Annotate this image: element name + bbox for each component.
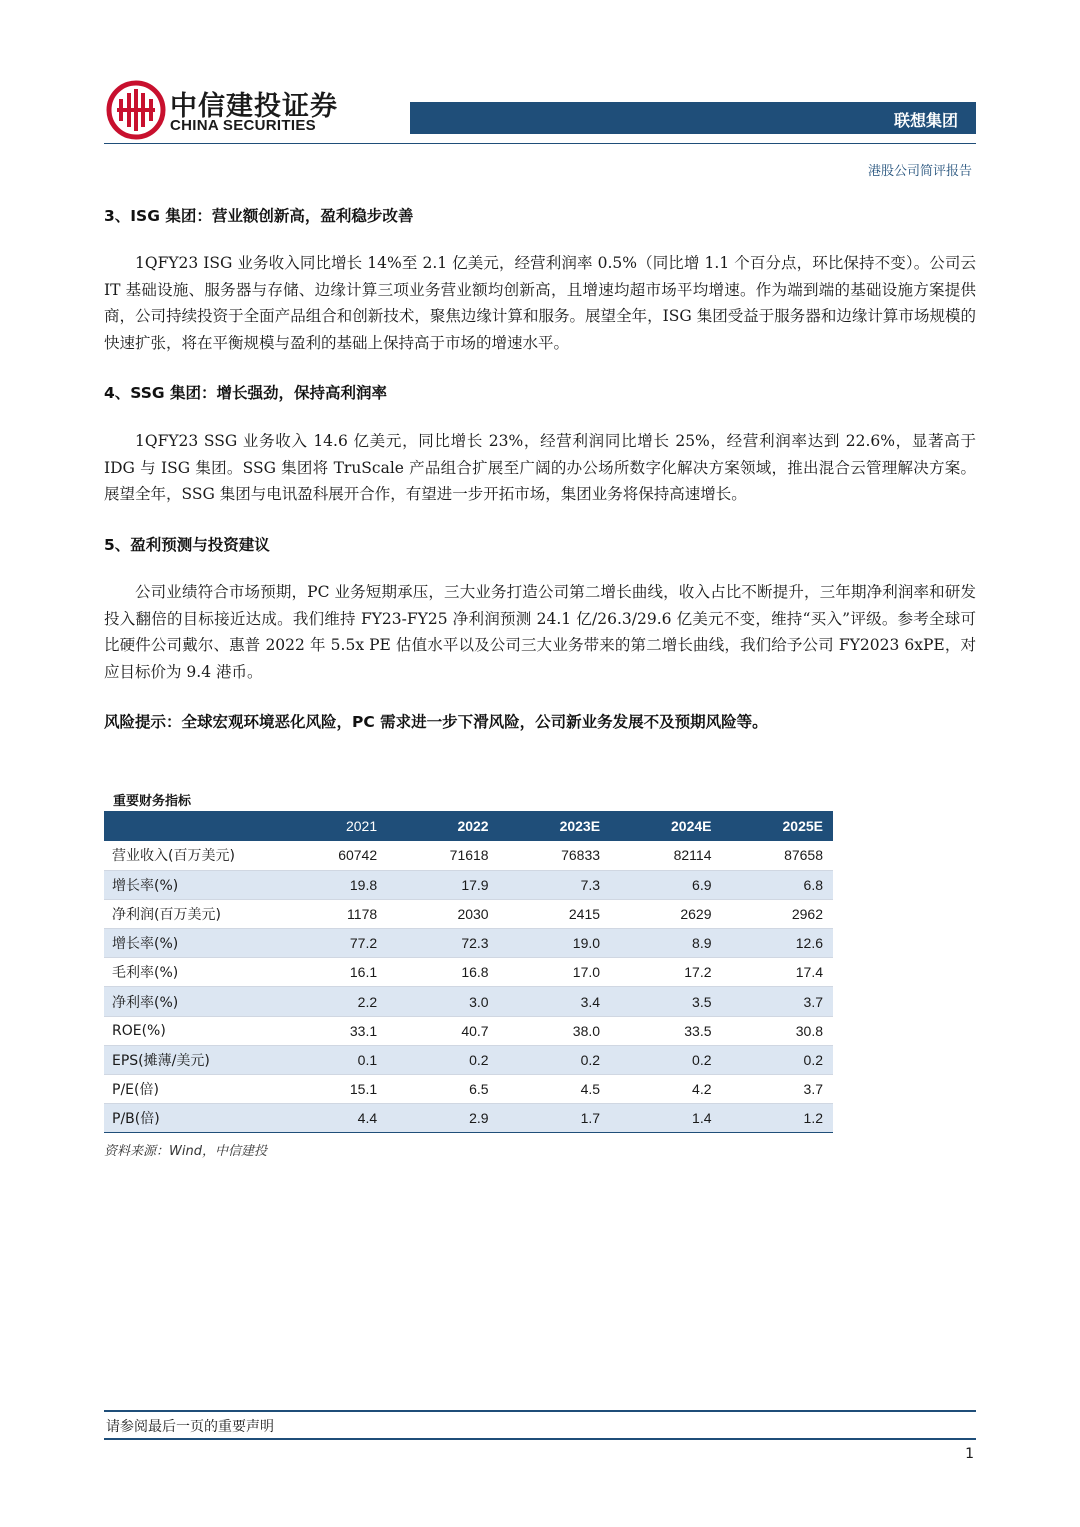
table-source: 资料来源：Wind，中信建投 <box>104 1144 267 1159</box>
table-cell: 38.0 <box>499 1016 610 1045</box>
table-header-cell: 2023E <box>499 811 610 841</box>
table-cell: 6.5 <box>387 1075 498 1104</box>
table-header-row <box>104 811 833 841</box>
table-row <box>104 987 833 1016</box>
table-cell: 0.1 <box>305 1045 387 1074</box>
table-cell: 7.3 <box>499 870 610 899</box>
row-label: P/E(倍) <box>104 1075 305 1104</box>
section-paragraph-isg: 1QFY23 ISG 业务收入同比增长 14%至 2.1 亿美元，经营利润率 0.5%（同比增 1.1 个百分点，环比保持不变）。公司云 IT 基础设施、服务器与存储、边缘计算三项业务营业额均创新高，且增速均超市场平均增速。作为端到端的基础设施方案提供商，公司持续投资于全面产品组合和创新技术，聚焦边缘计算和服务。展望全年，ISG 集团受益于服务器和边缘计算市场规模的快速扩张，将在平衡规模与盈利的基础上保持高于市场的增速水平。 <box>104 254 976 352</box>
table-cell: 4.4 <box>305 1104 387 1133</box>
table-row <box>104 1045 833 1074</box>
table-cell: 3.7 <box>722 987 834 1016</box>
table-cell: 2415 <box>499 899 610 928</box>
row-label: 毛利率(%) <box>104 958 305 987</box>
section-paragraph-forecast: 公司业绩符合市场预期，PC 业务短期承压，三大业务打造公司第二增长曲线，收入占比不断提升，三年期净利润率和研发投入翻倍的目标接近达成。我们维持 FY23-FY25 净利润预测 24.1 亿/26.3/29.6 亿美元不变，维持“买入”评级。参考全球可比硬件公司戴尔、惠普 2022 年 5.5x PE 估值水平以及公司三大业务带来的第二增长曲线，我们给予公司 FY2023 6xPE，对应目标价为 9.4 港币。 <box>104 583 976 681</box>
table-cell: 4.5 <box>499 1075 610 1104</box>
row-label: ROE(%) <box>104 1016 305 1045</box>
table-cell: 12.6 <box>722 929 834 958</box>
table-cell: 33.5 <box>610 1016 721 1045</box>
logo-chinese-name: 中信建投证券 <box>170 91 338 122</box>
table-cell: 0.2 <box>387 1045 498 1074</box>
table-row <box>104 1016 833 1045</box>
table-cell: 3.4 <box>499 987 610 1016</box>
table-cell: 2629 <box>610 899 721 928</box>
logo-english-name: CHINA SECURITIES <box>170 117 316 134</box>
table-cell: 17.2 <box>610 958 721 987</box>
table-cell: 3.7 <box>722 1075 834 1104</box>
table-cell: 76833 <box>499 841 610 870</box>
report-type: 港股公司简评报告 <box>867 164 972 179</box>
footer-divider-top <box>104 1410 976 1412</box>
row-label: P/B(倍) <box>104 1104 305 1133</box>
section-heading-forecast: 5、盈利预测与投资建议 <box>104 536 270 554</box>
table-cell: 33.1 <box>305 1016 387 1045</box>
table-cell: 3.0 <box>387 987 498 1016</box>
table-cell: 0.2 <box>722 1045 834 1074</box>
table-row <box>104 958 833 987</box>
table-row <box>104 929 833 958</box>
table-cell: 0.2 <box>499 1045 610 1074</box>
table-cell: 71618 <box>387 841 498 870</box>
table-header-cell: 2025E <box>722 811 834 841</box>
table-cell: 4.2 <box>610 1075 721 1104</box>
table-cell: 1.7 <box>499 1104 610 1133</box>
header-bar <box>410 102 976 134</box>
table-cell: 19.8 <box>305 870 387 899</box>
row-label: 净利润(百万美元) <box>104 899 305 928</box>
table-cell: 17.0 <box>499 958 610 987</box>
page-number: 1 <box>965 1446 974 1462</box>
table-cell: 16.1 <box>305 958 387 987</box>
table-cell: 8.9 <box>610 929 721 958</box>
table-header-cell: 2021 <box>305 811 387 841</box>
table-row <box>104 899 833 928</box>
table-row <box>104 1104 833 1133</box>
row-label: 增长率(%) <box>104 929 305 958</box>
table-header-cell: 2022 <box>387 811 498 841</box>
table-cell: 72.3 <box>387 929 498 958</box>
table-row <box>104 841 833 870</box>
table-cell: 30.8 <box>722 1016 834 1045</box>
table-cell: 0.2 <box>610 1045 721 1074</box>
row-label: 营业收入(百万美元) <box>104 841 305 870</box>
table-cell: 2962 <box>722 899 834 928</box>
header-divider <box>104 143 976 144</box>
section-heading-isg: 3、ISG 集团：营业额创新高，盈利稳步改善 <box>104 207 414 225</box>
section-paragraph-ssg: 1QFY23 SSG 业务收入 14.6 亿美元，同比增长 23%，经营利润同比增长 25%，经营利润率达到 22.6%，显著高于 IDG 与 ISG 集团。SSG 集团将 TruScale 产品组合扩展至广阔的办公场所数字化解决方案领域，推出混合云管理解决方案。展望全年，SSG 集团与电讯盈科展开合作，有望进一步开拓市场，集团业务将保持高速增长。 <box>104 432 976 503</box>
table-title: 重要财务指标 <box>113 794 192 809</box>
row-label: 净利率(%) <box>104 987 305 1016</box>
risk-note: 风险提示：全球宏观环境恶化风险，PC 需求进一步下滑风险，公司新业务发展不及预期风险等。 <box>104 713 768 731</box>
section-heading-ssg: 4、SSG 集团：增长强劲，保持高利润率 <box>104 384 388 402</box>
table-cell: 2.2 <box>305 987 387 1016</box>
table-row <box>104 870 833 899</box>
table-cell: 6.8 <box>722 870 834 899</box>
table-cell: 87658 <box>722 841 834 870</box>
row-label: EPS(摊薄/美元) <box>104 1045 305 1074</box>
table-cell: 2.9 <box>387 1104 498 1133</box>
table-cell: 1.4 <box>610 1104 721 1133</box>
table-cell: 1178 <box>305 899 387 928</box>
table-row <box>104 1075 833 1104</box>
table-cell: 3.5 <box>610 987 721 1016</box>
row-label: 增长率(%) <box>104 870 305 899</box>
table-cell: 1.2 <box>722 1104 834 1133</box>
table-cell: 60742 <box>305 841 387 870</box>
footer-disclaimer: 请参阅最后一页的重要声明 <box>106 1419 274 1435</box>
table-cell: 19.0 <box>499 929 610 958</box>
table-header-cell: 2024E <box>610 811 721 841</box>
footer-divider-bottom <box>104 1438 976 1440</box>
table-cell: 77.2 <box>305 929 387 958</box>
table-cell: 17.4 <box>722 958 834 987</box>
table-cell: 16.8 <box>387 958 498 987</box>
table-header-empty <box>104 811 305 841</box>
table-cell: 82114 <box>610 841 721 870</box>
table-cell: 2030 <box>387 899 498 928</box>
table-cell: 17.9 <box>387 870 498 899</box>
company-name: 联想集团 <box>893 111 958 130</box>
financial-indicators-table <box>104 811 833 1133</box>
table-cell: 15.1 <box>305 1075 387 1104</box>
table-cell: 6.9 <box>610 870 721 899</box>
table-cell: 40.7 <box>387 1016 498 1045</box>
china-securities-logo <box>106 80 166 140</box>
